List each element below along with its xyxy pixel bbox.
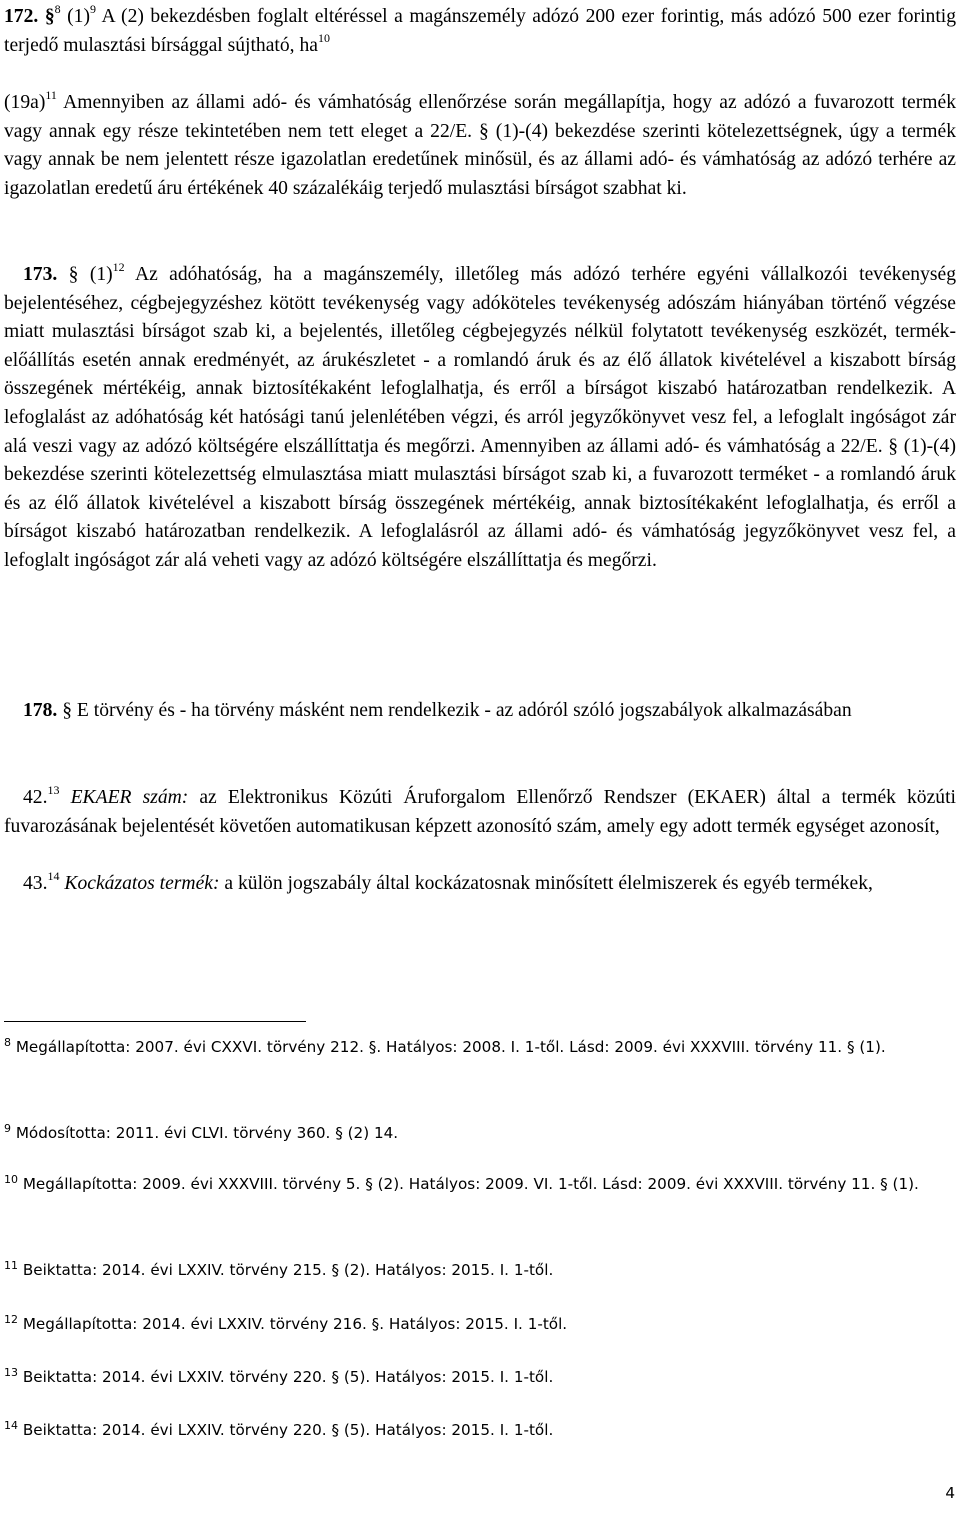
definition-43 bbox=[4, 870, 956, 899]
section-number: 178. bbox=[23, 700, 58, 721]
section-number: 172. bbox=[4, 6, 39, 27]
footnote-ref[interactable]: 14 bbox=[47, 869, 60, 883]
section-173 bbox=[4, 261, 956, 576]
footnote-text: Módosította: 2011. évi CLVI. törvény 360. § (2) 14. bbox=[15, 1124, 399, 1142]
footnote-number: 13 bbox=[4, 1366, 18, 1379]
footnote-number: 10 bbox=[4, 1173, 18, 1186]
footnote-text: Beiktatta: 2014. évi LXXIV. törvény 220. § (5). Hatályos: 2015. I. 1-től. bbox=[22, 1368, 554, 1386]
footnote-14 bbox=[4, 1417, 944, 1444]
section-number: 173. bbox=[23, 264, 58, 285]
footnote-11 bbox=[4, 1257, 944, 1284]
paragraph-label: (19a) bbox=[4, 92, 46, 113]
section-178 bbox=[4, 697, 956, 726]
section-sign: § bbox=[68, 264, 79, 285]
footnote-number: 9 bbox=[4, 1122, 11, 1135]
footnote-ref[interactable]: 8 bbox=[54, 2, 61, 16]
footnote-12 bbox=[4, 1311, 944, 1338]
definition-term: EKAER szám: bbox=[70, 787, 189, 808]
footnote-number: 8 bbox=[4, 1036, 11, 1049]
definition-number: 42. bbox=[23, 787, 48, 808]
footnote-text: Megállapította: 2009. évi XXXVIII. törvény 5. § (2). Hatályos: 2009. VI. 1-től. Lásd: 2009. évi XXXVIII. törvény 11. § (1). bbox=[22, 1175, 919, 1193]
footnote-text: Beiktatta: 2014. évi LXXIV. törvény 220. § (5). Hatályos: 2015. I. 1-től. bbox=[22, 1421, 554, 1439]
definition-term: Kockázatos termék: bbox=[64, 873, 220, 894]
paragraph-text: Amennyiben az állami adó- és vámhatóság ellenőrzése során megállapítja, hogy az adózó a fuvarozott termék vagy annak egy része tekintetében nem tett eleget a 22/E. § (1)-(4) bekezdése szerinti kötelezettségnek, úgy a termék vagy annak be nem jelentett része igazolatlan eredetűnek minősül, és az állami adó- és vámhatóság az adózó terhére az igazolatlan eredetű áru értékének 40 százalékáig terjedő mulasztási bírságot szabhat ki. bbox=[4, 92, 956, 199]
definition-text: a külön jogszabály által kockázatosnak minősített élelmiszerek és egyéb termékek, bbox=[224, 873, 873, 894]
footnote-10 bbox=[4, 1171, 944, 1198]
footnote-ref[interactable]: 13 bbox=[47, 783, 60, 797]
footnote-ref[interactable]: 10 bbox=[317, 30, 330, 45]
footnote-8 bbox=[4, 1034, 944, 1061]
section-text: A (2) bekezdésben foglalt eltéréssel a magánszemély adózó 200 ezer forintig, más adózó 500 ezer forintig terjedő mulasztási bírsággal sújtható, ha bbox=[4, 6, 957, 56]
footnote-divider bbox=[4, 1021, 306, 1022]
footnote-number: 14 bbox=[4, 1419, 18, 1432]
footnote-ref[interactable]: 12 bbox=[112, 260, 125, 274]
definition-42 bbox=[4, 784, 956, 841]
definition-number: 43. bbox=[23, 873, 48, 894]
footnote-text: Beiktatta: 2014. évi LXXIV. törvény 215. § (2). Hatályos: 2015. I. 1-től. bbox=[22, 1261, 554, 1279]
section-text: E törvény és - ha törvény másként nem rendelkezik - az adóról szóló jogszabályok alkalmazásában bbox=[76, 700, 852, 721]
paragraph-19a bbox=[4, 89, 956, 203]
footnote-number: 12 bbox=[4, 1313, 18, 1326]
section-172 bbox=[4, 3, 956, 60]
footnote-number: 11 bbox=[4, 1259, 18, 1272]
footnote-ref[interactable]: 9 bbox=[90, 2, 97, 16]
footnote-text: Megállapította: 2014. évi LXXIV. törvény 216. §. Hatályos: 2015. I. 1-től. bbox=[22, 1315, 568, 1333]
footnote-text: Megállapította: 2007. évi CXXVI. törvény 212. §. Hatályos: 2008. I. 1-től. Lásd: 2009. évi XXXVIII. törvény 11. § (1). bbox=[15, 1038, 886, 1056]
section-sign: § bbox=[44, 6, 55, 27]
section-sign: § bbox=[62, 700, 72, 721]
footnote-13 bbox=[4, 1364, 944, 1391]
definition-text: az Elektronikus Közúti Áruforgalom Ellenőrző Rendszer (EKAER) által a termék közúti fuvarozásának bejelentését követően automatikusan képzett azonosító szám, amely egy adott termék egységet azonosít, bbox=[4, 787, 956, 837]
footnote-ref[interactable]: 11 bbox=[45, 88, 57, 102]
page-number: 4 bbox=[945, 1484, 955, 1502]
section-text: Az adóhatóság, ha a magánszemély, illetőleg más adózó terhére egyéni vállalkozói tevékenység bejelentéséhez, cégbejegyzéshez kötött tevékenység vagy adóköteles tevékenység adószám hiányában történő végzése miatt mulasztási bírságot szab ki, a bejelentés, illetőleg cégbejegyzés nélkül folytatott tevékenység eszközét, termék-előállítás esetén annak eredményét, az árukészletet - a romlandó áruk és az élő állatok kivételével a kiszabott bírság összegének mértékéig, annak biztosítékaként lefoglalhatja, és erről a bírságot kiszabó határozatban rendelkezik. A lefoglalást az adóhatóság két hatósági tanú jelenlétében végzi, és arról jegyzőkönyvet vesz fel, a lefoglalt ingóságot zár alá veszi vagy az adózó költségére elszállíttatja és megőrzi. Amennyiben az állami adó- és vámhatóság a 22/E. § (1)-(4) bekezdése szerinti kötelezettség elmulasztása miatt mulasztási bírságot szab ki, a fuvarozott terméket - a romlandó áruk és az élő állatok kivételével a kiszabott bírság összegének mértékéig, annak biztosítékaként lefoglalhatja, és erről a bírságot kiszabó határozatban rendelkezik. A lefoglalásról az állami adó- és vámhatóság jegyzőkönyvet vesz fel, a lefoglalt ingóságot zár alá veheti vagy az adózó költségére elszállíttatja és megőrzi. bbox=[4, 264, 956, 571]
paragraph-mark: (1) bbox=[89, 264, 113, 285]
footnote-9 bbox=[4, 1120, 944, 1147]
paragraph-mark: (1) bbox=[67, 6, 91, 27]
